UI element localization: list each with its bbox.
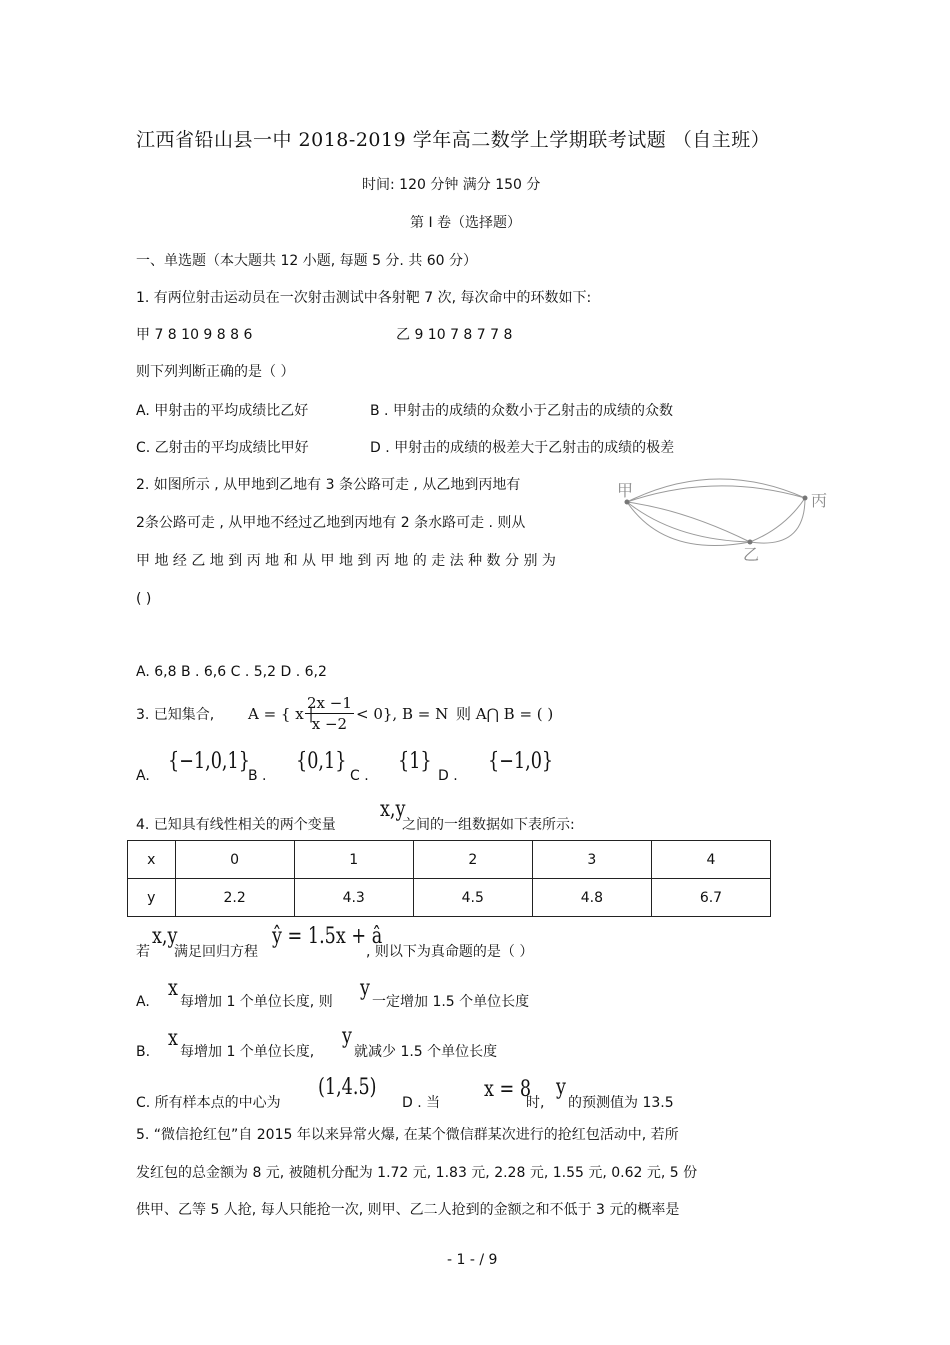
q1-jia-scores: 甲 7 8 10 9 8 8 6 — [136, 327, 253, 343]
table-cell: 4 — [651, 841, 770, 879]
q1-option-a: A. 甲射击的平均成绩比乙好 — [136, 403, 309, 419]
table-cell: 2 — [413, 841, 532, 879]
table-cell: y — [128, 879, 176, 917]
q3-option-b-label: B . — [248, 768, 267, 784]
q1-stem: 1. 有两位射击运动员在一次射击测试中各射靶 7 次, 每次命中的环数如下: — [136, 290, 592, 306]
table-cell: 4.3 — [294, 879, 413, 917]
q3-fraction — [305, 693, 354, 734]
q4-vars: x,y — [380, 797, 406, 822]
route-road-4 — [750, 498, 805, 542]
q3-option-d-label: D . — [438, 768, 458, 784]
q4-cond-pre: 若 — [136, 944, 150, 960]
q4-cond-post: , 则以下为真命题的是（ ） — [366, 944, 534, 960]
q4-option-b-label: B. — [136, 1044, 151, 1060]
table-cell: 6.7 — [651, 879, 770, 917]
route-road-2 — [627, 502, 750, 542]
q4-option-b-x: x — [168, 1026, 178, 1051]
q4-option-d-eq: x = 8 — [484, 1077, 532, 1102]
document-title: 江西省铅山县一中 2018-2019 学年高二数学上学期联考试题 （自主班） — [136, 129, 771, 151]
table-cell: 0 — [175, 841, 294, 879]
table-cell: 4.8 — [532, 879, 651, 917]
table-row — [128, 841, 771, 879]
q3-option-c-label: C . — [350, 768, 369, 784]
table-cell: 3 — [532, 841, 651, 879]
q5-line-1: 5. “微信抢红包”自 2015 年以来异常火爆, 在某个微信群某次进行的抢红包活动中, 若所 — [136, 1127, 679, 1143]
q4-option-b-mid: 每增加 1 个单位长度, — [180, 1044, 315, 1060]
q4-option-c-point: (1,4.5) — [318, 1075, 377, 1100]
q1-option-c: C. 乙射击的平均成绩比甲好 — [136, 440, 309, 456]
table-cell: 1 — [294, 841, 413, 879]
q1-ask: 则下列判断正确的是（ ） — [136, 364, 295, 380]
q5-line-2: 发红包的总金额为 8 元, 被随机分配为 1.72 元, 1.83 元, 2.28 元, 1.55 元, 0.62 元, 5 份 — [136, 1165, 698, 1181]
q3-option-b-value: {0,1} — [296, 749, 347, 774]
q3-fraction-num: 2x −1 — [307, 694, 352, 712]
label-yi: 乙 — [743, 545, 760, 564]
q3-set-a: A = { x | — [248, 705, 314, 723]
node-bing — [803, 496, 808, 501]
exam-time-info: 时间: 120 分钟 满分 150 分 — [362, 177, 541, 193]
q4-option-d-post: 的预测值为 13.5 — [568, 1095, 674, 1111]
q4-cond-mid: 满足回归方程 — [174, 944, 258, 960]
table-row — [128, 879, 771, 917]
q2-line-2: 2条公路可走 , 从甲地不经过乙地到丙地有 2 条水路可走 . 则从 — [136, 515, 526, 531]
q2-options: A. 6,8 B . 6,6 C . 5,2 D . 6,2 — [136, 664, 327, 680]
q4-option-a-y: y — [360, 976, 370, 1001]
label-bing: 丙 — [811, 491, 828, 510]
route-water-1 — [627, 479, 805, 502]
q1-option-b: B . 甲射击的成绩的众数小于乙射击的成绩的众数 — [370, 403, 673, 419]
section-heading: 第 I 卷（选择题） — [410, 215, 522, 231]
q4-option-c: C. 所有样本点的中心为 — [136, 1095, 281, 1111]
q2-line-4: ( ) — [136, 591, 152, 607]
q3-option-a-value: {−1,0,1} — [168, 749, 250, 774]
q3-set-rest: < 0}, B = N — [356, 705, 449, 723]
table-cell: 2.2 — [175, 879, 294, 917]
q1-option-d: D . 甲射击的成绩的极差大于乙射击的成绩的极差 — [370, 440, 675, 456]
table-cell: x — [128, 841, 176, 879]
q3-ask: 则 A⋂ B = ( ) — [456, 705, 554, 723]
q1-yi-scores: 乙 9 10 7 8 7 7 8 — [396, 327, 513, 343]
q4-stem-pre: 4. 已知具有线性相关的两个变量 — [136, 817, 336, 833]
q4-option-d-y: y — [556, 1075, 566, 1100]
route-road-5 — [750, 498, 805, 543]
q3-stem: 3. 已知集合, — [136, 707, 215, 723]
q4-stem-post: 之间的一组数据如下表所示: — [402, 817, 575, 833]
label-jia: 甲 — [617, 481, 634, 500]
route-road-1 — [627, 502, 750, 542]
q4-option-a-mid: 每增加 1 个单位长度, 则 — [180, 994, 333, 1010]
node-jia — [625, 500, 630, 505]
part-heading: 一、单选题（本大题共 12 小题, 每题 5 分. 共 60 分） — [136, 253, 478, 269]
q3-option-d-value: {−1,0} — [488, 749, 554, 774]
q2-line-1: 2. 如图所示 , 从甲地到乙地有 3 条公路可走 , 从乙地到丙地有 — [136, 477, 521, 493]
q4-option-d-mid: 时, — [526, 1095, 545, 1111]
data-table — [127, 840, 771, 917]
q3-fraction-den: x −2 — [311, 715, 348, 733]
q4-option-a-label: A. — [136, 994, 150, 1010]
page-number: - 1 - / 9 — [447, 1252, 498, 1268]
q3-option-c-value: {1} — [398, 749, 432, 774]
route-diagram — [605, 470, 845, 570]
q2-line-3: 甲 地 经 乙 地 到 丙 地 和 从 甲 地 到 丙 地 的 走 法 种 数 分 别 为 — [136, 553, 556, 569]
q4-option-a-post: 一定增加 1.5 个单位长度 — [372, 994, 530, 1010]
q5-line-3: 供甲、乙等 5 人抢, 每人只能抢一次, 则甲、乙二人抢到的金额之和不低于 3 元的概率是 — [136, 1202, 680, 1218]
q4-equation: ŷ = 1.5x + â — [272, 924, 383, 949]
node-yi — [748, 540, 753, 545]
q4-option-a-x: x — [168, 976, 178, 1001]
table-cell: 4.5 — [413, 879, 532, 917]
q4-option-b-post: 就减少 1.5 个单位长度 — [354, 1044, 498, 1060]
q4-option-d-label: D . 当 — [402, 1095, 441, 1111]
q4-option-b-y: y — [342, 1024, 352, 1049]
q4-cond-vars: x,y — [152, 924, 178, 949]
route-road-3 — [627, 502, 750, 546]
q3-option-a-label: A. — [136, 768, 150, 784]
